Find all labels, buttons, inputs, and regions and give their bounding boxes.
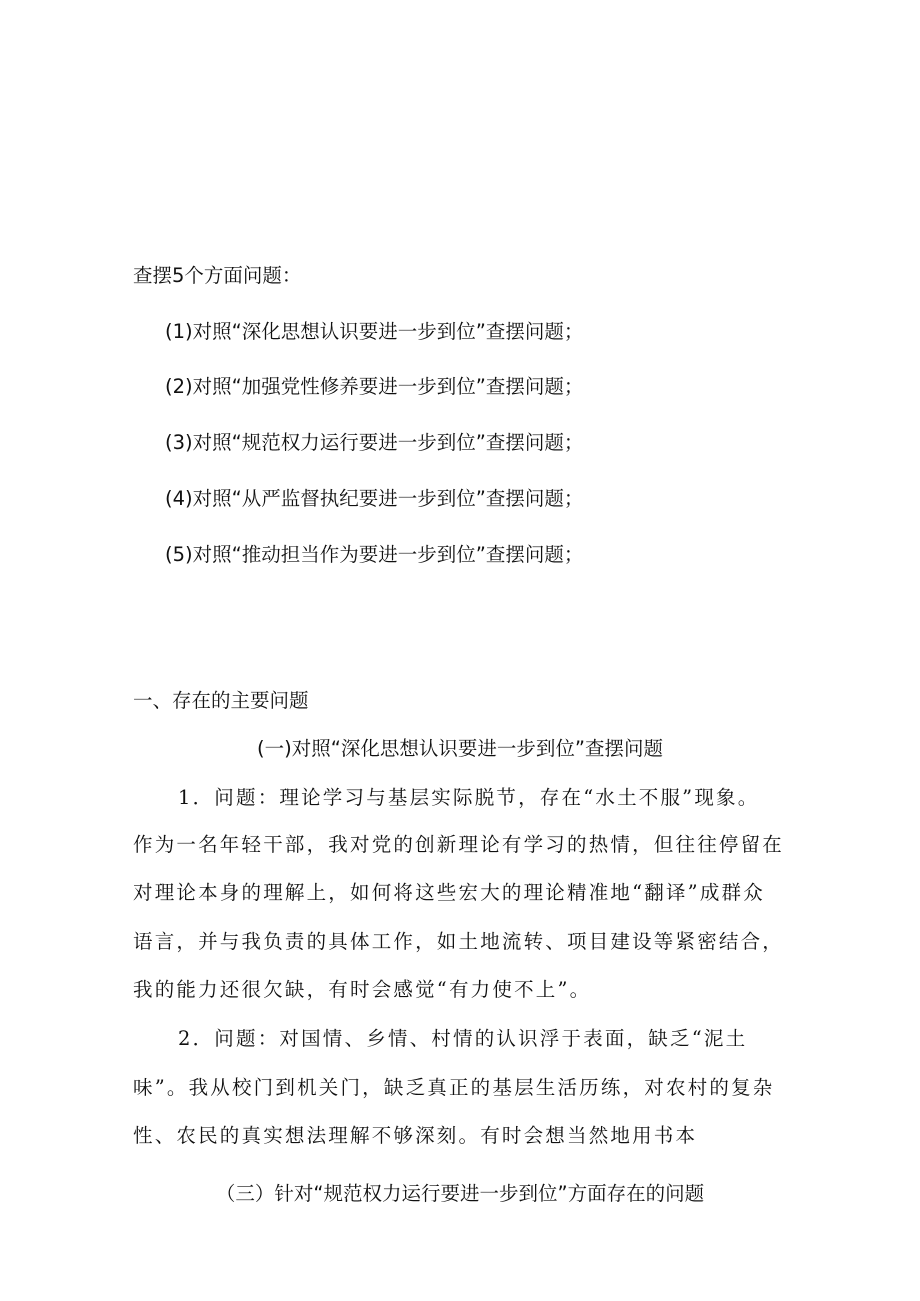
intro-item-5: (5)对照“推动担当作为要进一步到位”查摆问题； xyxy=(165,543,584,566)
problem-1-line-1: 1．问题：理论学习与基层实际脱节，存在“水土不服”现象。 xyxy=(178,786,760,809)
intro-item-3: (3)对照“规范权力运行要进一步到位”查摆问题； xyxy=(165,431,584,454)
problem-1-line-4: 语言，并与我负责的具体工作，如土地流转、项目建设等紧密结合， xyxy=(133,930,785,953)
problem-2-line-2: 味”。我从校门到机关门，缺乏真正的基层生活历练，对农村的复杂 xyxy=(133,1076,775,1099)
intro-item-2: (2)对照“加强党性修养要进一步到位”查摆问题； xyxy=(165,375,584,398)
subheading-3: （三）针对“规范权力运行要进一步到位”方面存在的问题 xyxy=(215,1182,705,1205)
problem-1-line-2: 作为一名年轻干部，我对党的创新理论有学习的热情，但往往停留在 xyxy=(133,833,785,856)
problem-1-line-5: 我的能力还很欠缺，有时会感觉“有力使不上”。 xyxy=(133,978,592,1001)
problem-2-line-1: 2．问题：对国情、乡情、村情的认识浮于表面，缺乏“泥土 xyxy=(178,1027,748,1050)
subheading-1: (一)对照“深化思想认识要进一步到位”查摆问题 xyxy=(257,737,663,760)
problem-2-line-3: 性、农民的真实想法理解不够深刻。有时会想当然地用书本 xyxy=(133,1124,698,1147)
intro-item-4: (4)对照“从严监督执纪要进一步到位”查摆问题； xyxy=(165,487,584,510)
intro-heading: 查摆5个方面问题： xyxy=(133,264,302,287)
problem-1-line-3: 对理论本身的理解上，如何将这些宏大的理论精准地“翻译”成群众 xyxy=(133,881,765,904)
intro-item-1: (1)对照“深化思想认识要进一步到位”查摆问题； xyxy=(165,320,584,343)
section-title: 一、存在的主要问题 xyxy=(133,689,309,712)
